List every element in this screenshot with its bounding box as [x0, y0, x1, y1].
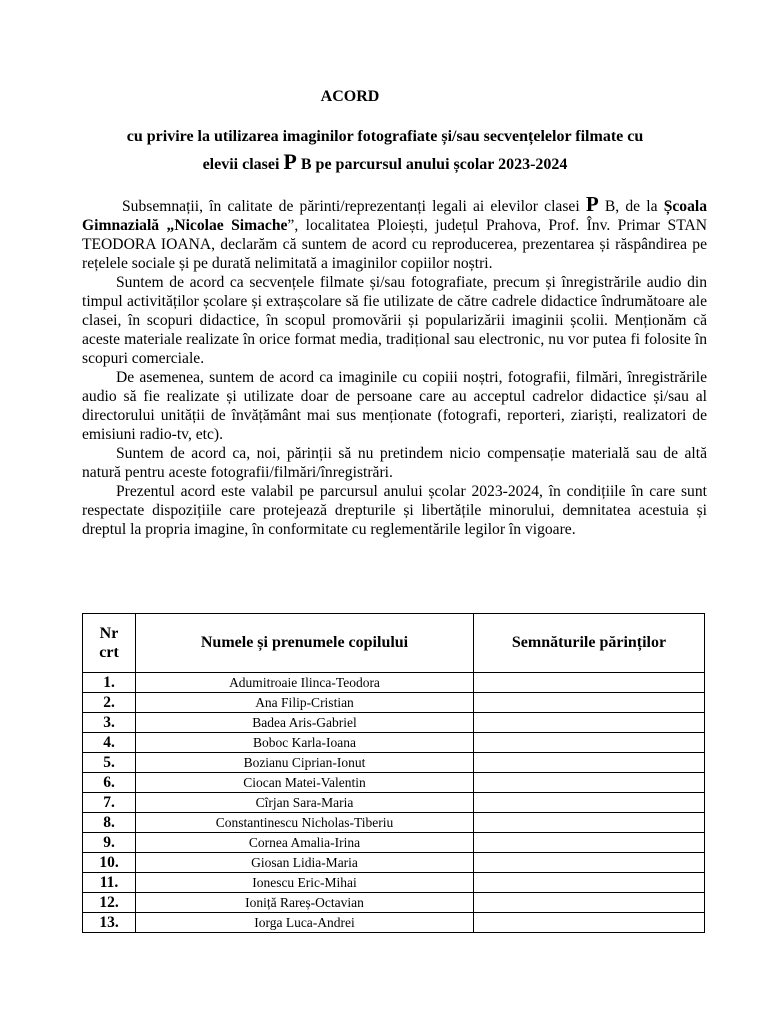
document-subtitle — [60, 124, 710, 177]
row-number: 11. — [83, 873, 136, 893]
p1-mid: B, de la — [604, 198, 658, 215]
child-name: Ionescu Eric-Mihai — [136, 873, 474, 893]
p1-school-name: Școala Gimnazială „Nicolae Simache — [82, 198, 708, 234]
row-number: 8. — [83, 813, 136, 833]
child-name: Cîrjan Sara-Maria — [136, 793, 474, 813]
child-name: Badea Aris-Gabriel — [136, 713, 474, 733]
header-nr-line-1: Nr — [99, 625, 119, 642]
child-name: Boboc Karla-Ioana — [136, 733, 474, 753]
table-row — [83, 793, 705, 813]
signature-cell[interactable] — [474, 893, 705, 913]
paragraph-3: De asemenea, suntem de acord ca imaginile cu copiii noștri, fotografii, filmări, înregistrările audio să fie realizate și utilizate doar de persoane care au acceptul cadrelor didactice și/sau al directorului unității de învățământ mai sus menționate (fotografi, reporteri, ziariști, realizatori de emisiuni radio-tv, etc). — [82, 369, 707, 443]
signature-cell[interactable] — [474, 733, 705, 753]
p1-post: ”, localitatea Ploiești, județul Prahova, Prof. Înv. Primar STAN TEODORA IOANA, declarăm că suntem de acord cu reproducerea, prezentarea și răspândirea pe rețelele sociale și pe durată nelimitată a imaginilor copiilor noștri. — [82, 217, 708, 272]
child-name: Giosan Lidia-Maria — [136, 853, 474, 873]
table-row — [83, 913, 705, 933]
child-name: Cornea Amalia-Irina — [136, 833, 474, 853]
paragraph-5: Prezentul acord este valabil pe parcursul anului școlar 2023-2024, în condițiile în care sunt respectate dispozițiile care protejează drepturile și libertățile minorului, demnitatea acestuia și dreptul la propria imagine, în conformitate cu reglementările legilor în vigoare. — [82, 483, 707, 538]
table-row — [83, 813, 705, 833]
signature-cell[interactable] — [474, 833, 705, 853]
document-title: ACORD — [320, 88, 380, 105]
header-nr-line-2: crt — [99, 644, 119, 661]
header-parent-signatures: Semnăturile părinților — [474, 614, 705, 673]
signature-cell[interactable] — [474, 813, 705, 833]
table-row — [83, 893, 705, 913]
child-name: Iorga Luca-Andrei — [136, 913, 474, 933]
signature-cell[interactable] — [474, 913, 705, 933]
header-child-name: Numele și prenumele copilului — [136, 614, 474, 673]
row-number: 5. — [83, 753, 136, 773]
table-row — [83, 733, 705, 753]
row-number: 9. — [83, 833, 136, 853]
table-row — [83, 693, 705, 713]
row-number: 13. — [83, 913, 136, 933]
signature-cell[interactable] — [474, 713, 705, 733]
children-signature-table — [82, 613, 705, 933]
signature-cell[interactable] — [474, 693, 705, 713]
row-number: 1. — [83, 673, 136, 693]
paragraph-1 — [82, 192, 708, 273]
signature-cell[interactable] — [474, 873, 705, 893]
table-header-row — [83, 614, 705, 673]
table-body — [83, 673, 705, 933]
row-number: 6. — [83, 773, 136, 793]
child-name: Constantinescu Nicholas-Tiberiu — [136, 813, 474, 833]
signature-cell[interactable] — [474, 853, 705, 873]
subtitle-line-2 — [60, 149, 710, 177]
child-name: Ciocan Matei-Valentin — [136, 773, 474, 793]
table-row — [83, 753, 705, 773]
subtitle-line-1: cu privire la utilizarea imaginilor fotografiate și/sau secvențelelor filmate cu — [126, 128, 644, 145]
agreement-body — [82, 192, 708, 539]
child-name: Bozianu Ciprian-Ionut — [136, 753, 474, 773]
row-number: 2. — [83, 693, 136, 713]
table-row — [83, 853, 705, 873]
subtitle-line-2-pre: elevii clasei — [202, 156, 280, 173]
table-row — [83, 773, 705, 793]
child-name: Ioniță Rareș-Octavian — [136, 893, 474, 913]
table-row — [83, 833, 705, 853]
row-number: 3. — [83, 713, 136, 733]
signature-cell[interactable] — [474, 773, 705, 793]
row-number: 4. — [83, 733, 136, 753]
table-row — [83, 873, 705, 893]
signature-cell[interactable] — [474, 753, 705, 773]
child-name: Adumitroaie Ilinca-Teodora — [136, 673, 474, 693]
subtitle-line-2-post: B pe parcursul anului școlar 2023-2024 — [300, 156, 568, 173]
header-nr-crt — [83, 614, 136, 673]
child-name: Ana Filip-Cristian — [136, 693, 474, 713]
row-number: 12. — [83, 893, 136, 913]
signature-cell[interactable] — [474, 793, 705, 813]
row-number: 7. — [83, 793, 136, 813]
p1-pre: Subsemnații, în calitate de părinti/reprezentanți legali ai elevilor clasei — [122, 198, 580, 215]
paragraph-2: Suntem de acord ca secvențele filmate și/sau fotografiate, precum și înregistrările audio din timpul activităților școlare și extrașcolare să fie utilizate de către cadrele didactice îndrumătoare ale clasei, în scopuri didactice, în scopul promovării și popularizării imaginii școlii. Menționăm că aceste materiale realizate în orice format media, tradițional sau electronic, nu vor putea fi folosite în scopuri comerciale. — [82, 274, 707, 367]
row-number: 10. — [83, 853, 136, 873]
table-row — [83, 713, 705, 733]
subtitle-class-letter: P — [283, 149, 297, 174]
table-row — [83, 673, 705, 693]
p1-class-letter: P — [585, 192, 599, 216]
paragraph-4: Suntem de acord ca, noi, părinții să nu pretindem nicio compensație materială sau de altă natură pentru aceste fotografii/filmări/înregistrări. — [82, 445, 707, 481]
signature-cell[interactable] — [474, 673, 705, 693]
